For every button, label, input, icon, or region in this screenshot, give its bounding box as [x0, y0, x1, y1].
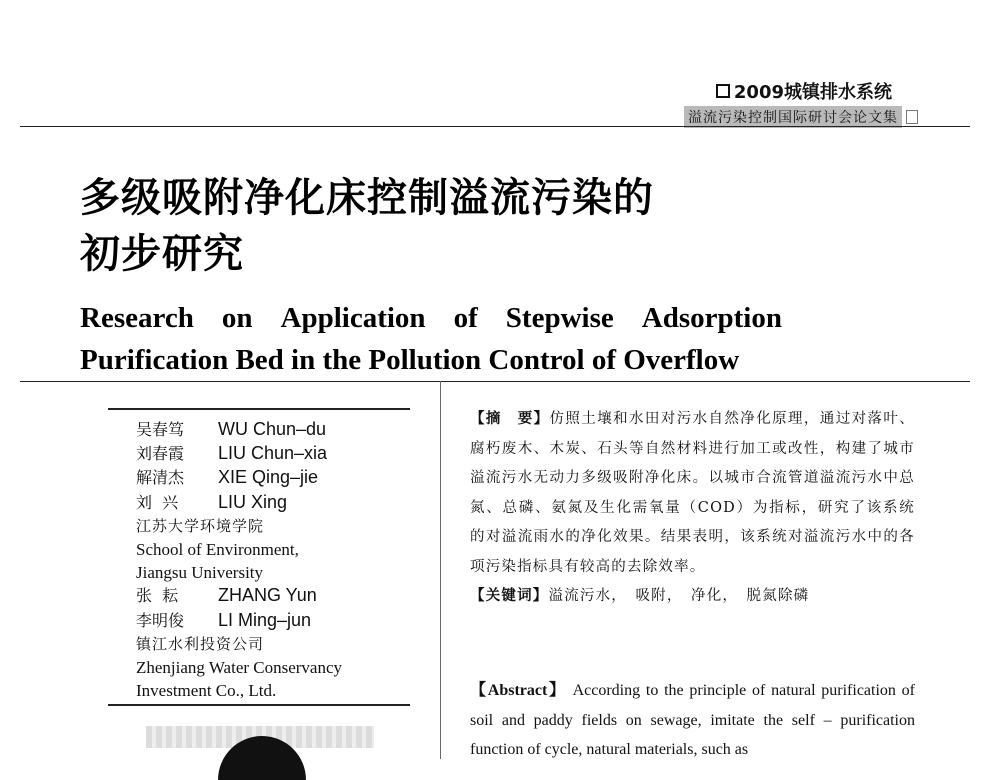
square-marker-icon — [906, 110, 918, 124]
keywords-label: 【关键词】 — [470, 588, 549, 604]
affiliation-en-line2: Investment Co., Ltd. — [136, 681, 277, 701]
running-header-series — [716, 78, 892, 104]
title-en-word: Application — [280, 302, 426, 334]
author-name-cn: 解清杰 — [136, 468, 185, 488]
author-name-en: LI Ming–jun — [218, 609, 312, 630]
author-box-bottom-rule — [108, 704, 410, 706]
author-row — [136, 491, 416, 515]
title-cn-line2: 初步研究 — [80, 231, 244, 277]
title-en-word: Adsorption — [641, 302, 782, 334]
author-box-top-rule — [108, 408, 410, 410]
author-row — [136, 609, 416, 633]
abstract-cn-text: 仿照土壤和水田对污水自然净化原理，通过对落叶、腐朽废木、木炭、石头等自然材料进行加工或改性，构建了城市溢流污水无动力多级吸附净化床。以城市合流管道溢流污水中总氮、总磷、氨氮及生化需氧量（COD）为指标，研究了该系统的对溢流雨水的净化效果。结果表明，该系统对溢流污水中的各项污染指标具有较高的去除效率。 — [470, 411, 915, 575]
affiliation-cn: 江苏大学环境学院 — [136, 516, 265, 535]
square-marker-icon — [716, 84, 730, 98]
affiliation-en-line2: Jiangsu University — [136, 563, 264, 583]
abstract-cn-block — [470, 405, 915, 612]
author-name-cn: 李明俊 — [136, 610, 185, 630]
author-name-cn: 刘 兴 — [136, 492, 179, 512]
column-divider — [440, 381, 441, 759]
title-english — [80, 297, 782, 381]
author-name-cn: 张 耘 — [136, 586, 179, 606]
author-name-en: ZHANG Yun — [218, 585, 317, 606]
title-en-line1 — [80, 297, 782, 339]
title-rule — [20, 381, 970, 382]
author-name-en: XIE Qing–jie — [218, 467, 319, 488]
proceedings-title: 溢流污染控制国际研讨会论文集 — [684, 106, 902, 128]
author-name-en: LIU Chun–xia — [218, 443, 328, 464]
title-en-word: on — [221, 302, 253, 334]
abstract-en-label: 【Abstract】 — [470, 682, 567, 699]
series-title: 2009城镇排水系统 — [733, 82, 892, 103]
running-header-subtitle — [684, 106, 918, 128]
title-en-line2: Purification Bed in the Pollution Control of Overflow — [80, 344, 740, 376]
abstract-en-text: According to the principle of natural purification of soil and paddy fields on sewage, imitate the self – purification function of cycle, natural materials, such as — [470, 682, 916, 758]
author-row — [136, 584, 416, 608]
author-row — [136, 466, 416, 490]
author-name-en: WU Chun–du — [218, 419, 327, 439]
title-chinese — [80, 170, 654, 282]
author-block — [136, 418, 416, 702]
abstract-cn — [470, 405, 915, 582]
author-name-cn: 刘春霞 — [136, 444, 185, 464]
title-cn-line1: 多级吸附净化床控制溢流污染的 — [80, 175, 654, 221]
header-rule — [20, 126, 970, 127]
title-en-word: of — [453, 302, 478, 334]
keywords-text: 溢流污水， 吸附， 净化， 脱氮除磷 — [548, 588, 810, 604]
affiliation-en-line1: School of Environment, — [136, 540, 299, 560]
affiliation-cn: 镇江水利投资公司 — [136, 634, 265, 653]
title-en-word: Research — [80, 302, 194, 334]
author-name-cn: 吴春笃 — [136, 420, 185, 439]
abstract-en — [470, 676, 915, 765]
author-row — [136, 418, 416, 442]
author-name-en: LIU Xing — [218, 491, 288, 512]
title-en-word: Stepwise — [505, 302, 614, 334]
keywords-cn — [470, 582, 915, 612]
author-row — [136, 442, 416, 466]
abstract-cn-label: 【摘 要】 — [470, 411, 550, 427]
affiliation-en-line1: Zhenjiang Water Conservancy — [136, 658, 343, 678]
